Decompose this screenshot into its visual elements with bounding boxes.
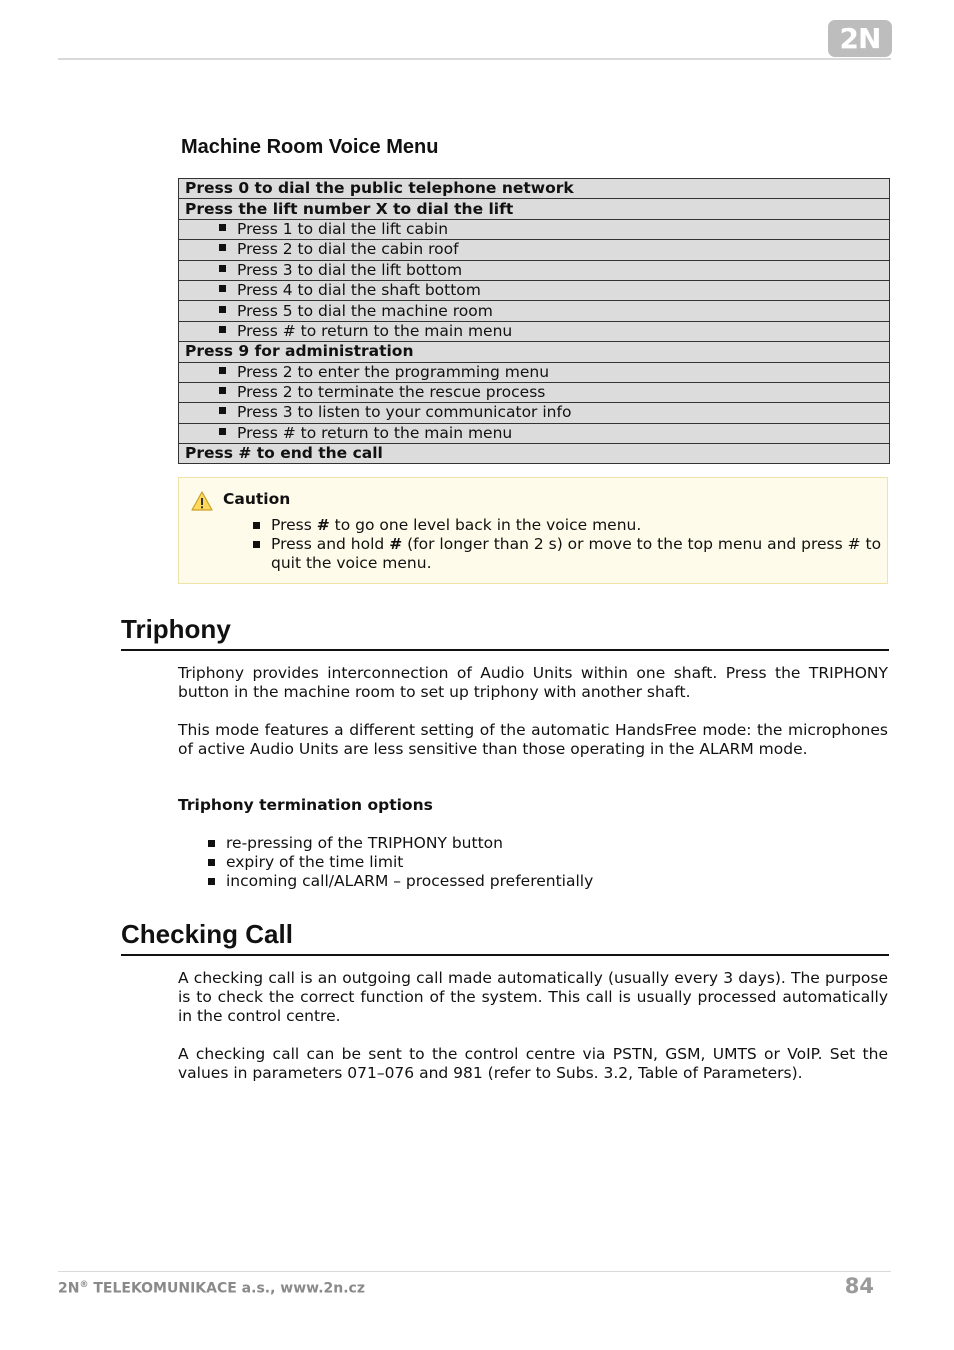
list-item: expiry of the time limit xyxy=(208,853,593,872)
table-cell: Press 3 to dial the lift bottom xyxy=(179,260,890,280)
table-cell: Press 2 to dial the cabin roof xyxy=(179,240,890,260)
table-cell: Press # to return to the main menu xyxy=(179,423,890,443)
caution-title: Caution xyxy=(223,490,291,508)
triphony-options-list xyxy=(208,834,593,891)
bullet-square-icon xyxy=(219,326,226,333)
table-row xyxy=(179,403,890,423)
table-row xyxy=(179,219,890,239)
checking-call-heading: Checking Call xyxy=(121,919,889,956)
triphony-options-title: Triphony termination options xyxy=(178,796,433,814)
table-row xyxy=(179,342,890,362)
triphony-heading: Triphony xyxy=(121,614,889,651)
footer-company: 2N® TELEKOMUNIKACE a.s., www.2n.cz xyxy=(58,1280,365,1297)
table-row xyxy=(179,362,890,382)
table-cell: Press # to end the call xyxy=(179,444,890,464)
table-row xyxy=(179,423,890,443)
table-row xyxy=(179,260,890,280)
bullet-square-icon xyxy=(253,541,260,548)
page-number: 84 xyxy=(844,1274,874,1298)
table-row xyxy=(179,199,890,219)
table-cell: Press 2 to enter the programming menu xyxy=(179,362,890,382)
bullet-square-icon xyxy=(219,367,226,374)
table-cell: Press 9 for administration xyxy=(179,342,890,362)
checking-call-paragraph-2: A checking call can be sent to the control centre via PSTN, GSM, UMTS or VoIP. Set the values in parameters 071–076 and 981 (refer to Subs. 3.2, Table of Parameters). xyxy=(178,1045,888,1082)
table-row xyxy=(179,444,890,464)
bullet-square-icon xyxy=(219,265,226,272)
voice-menu-table xyxy=(178,178,890,464)
table-cell: Press 0 to dial the public telephone network xyxy=(179,179,890,199)
list-item: re-pressing of the TRIPHONY button xyxy=(208,834,593,853)
caution-item: Press # to go one level back in the voice menu. xyxy=(253,516,883,535)
bullet-square-icon xyxy=(219,407,226,414)
bullet-square-icon xyxy=(219,387,226,394)
bullet-square-icon xyxy=(219,244,226,251)
triphony-paragraph-2: This mode features a different setting of the automatic HandsFree mode: the microphones of active Audio Units are less sensitive than those operating in the ALARM mode. xyxy=(178,721,888,758)
caution-list xyxy=(253,516,883,573)
list-item: incoming call/ALARM – processed preferentially xyxy=(208,872,593,891)
bullet-square-icon xyxy=(253,522,260,529)
bullet-square-icon xyxy=(219,428,226,435)
bullet-square-icon xyxy=(208,878,215,885)
warning-triangle-icon xyxy=(191,491,213,511)
table-cell: Press 5 to dial the machine room xyxy=(179,301,890,321)
table-row xyxy=(179,240,890,260)
bullet-square-icon xyxy=(219,306,226,313)
bullet-square-icon xyxy=(208,859,215,866)
table-cell: Press 2 to terminate the rescue process xyxy=(179,382,890,402)
table-row xyxy=(179,321,890,341)
bullet-square-icon xyxy=(208,840,215,847)
caution-box xyxy=(178,477,888,584)
checking-call-paragraph-1: A checking call is an outgoing call made automatically (usually every 3 days). The purpose is to check the correct function of the system. This call is usually processed automatically in the control centre. xyxy=(178,969,888,1025)
table-row xyxy=(179,382,890,402)
table-cell: Press 3 to listen to your communicator info xyxy=(179,403,890,423)
table-cell: Press 4 to dial the shaft bottom xyxy=(179,280,890,300)
header-rule xyxy=(58,58,891,60)
footer-rule xyxy=(58,1271,891,1272)
bullet-square-icon xyxy=(219,224,226,231)
table-cell: Press the lift number X to dial the lift xyxy=(179,199,890,219)
table-row xyxy=(179,301,890,321)
table-row xyxy=(179,179,890,199)
table-cell: Press 1 to dial the lift cabin xyxy=(179,219,890,239)
voice-menu-title: Machine Room Voice Menu xyxy=(181,136,439,158)
table-row xyxy=(179,280,890,300)
triphony-paragraph-1: Triphony provides interconnection of Audio Units within one shaft. Press the TRIPHONY button in the machine room to set up triphony with another shaft. xyxy=(178,664,888,701)
logo-2n: 2N xyxy=(828,20,892,57)
table-cell: Press # to return to the main menu xyxy=(179,321,890,341)
caution-item: Press and hold # (for longer than 2 s) or move to the top menu and press # to quit the voice menu. xyxy=(253,535,883,573)
bullet-square-icon xyxy=(219,285,226,292)
